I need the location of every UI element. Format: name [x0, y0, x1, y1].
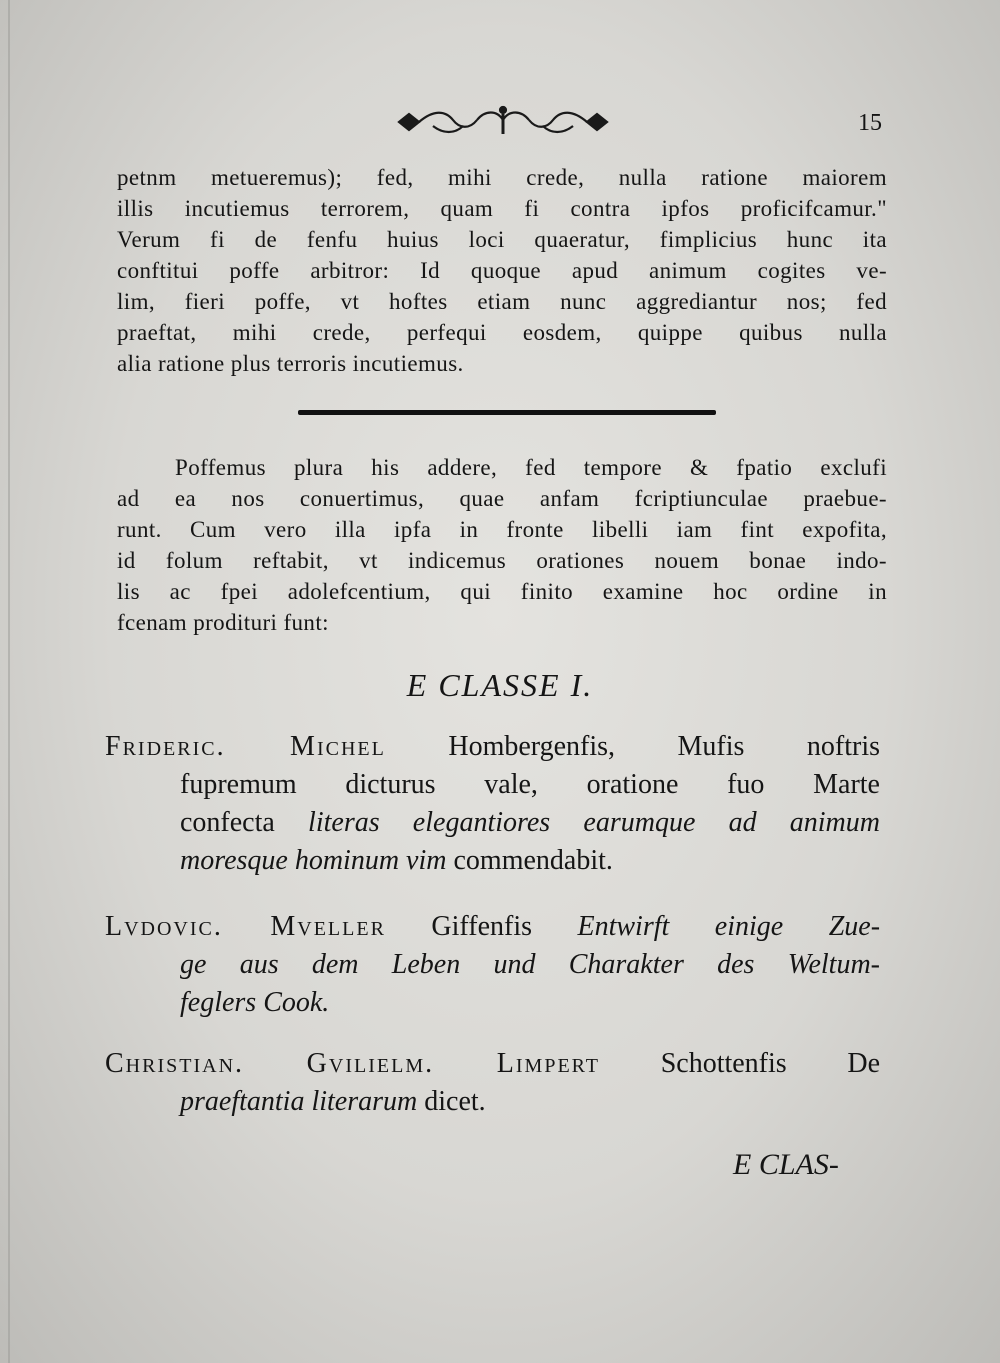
text-line: lim, fieri poffe, vt hoftes etiam nunc aggrediantur nos; fed [117, 289, 887, 314]
entry-text: commendabit. [453, 845, 613, 876]
oration-entry [105, 1045, 880, 1121]
text-line: fcenam prodituri funt: [117, 610, 329, 635]
text-line: alia ratione plus terroris incutiemus. [117, 351, 464, 376]
text-line: id folum reftabit, vt indicemus orationes nouem bonae indo- [117, 548, 887, 573]
oration-title: ge aus dem Leben und Charakter des Weltum- [180, 949, 880, 980]
entry-text: Giffenfis [431, 911, 532, 942]
class-heading: E CLASSE I. [406, 667, 594, 703]
oration-title: Entwirft einige Zue- [577, 911, 881, 942]
oration-entry [105, 908, 880, 1022]
text-line: runt. Cum vero illa ipfa in fronte libelli iam fint expofita, [117, 517, 887, 542]
entry-text: dicet. [424, 1086, 486, 1117]
entry-line [105, 728, 880, 766]
catchword: E CLAS- [733, 1148, 839, 1181]
entry-line [105, 908, 880, 946]
printers-ornament [393, 104, 613, 140]
oration-title: feglers Cook. [180, 987, 330, 1018]
oration-title: moresque hominum vim [180, 845, 447, 876]
paragraph-introduction [117, 452, 887, 638]
oration-title: literas elegantiores earumque ad animum [308, 807, 880, 838]
text-line: praeftat, mihi crede, perfequi eosdem, quippe quibus nulla [117, 320, 887, 345]
text-line: conftitui poffe arbitror: Id quoque apud animum cogites ve- [117, 258, 887, 283]
paragraph-continuation [117, 162, 887, 379]
speaker-name: Christian. Gvilielm. Limpert [105, 1048, 601, 1079]
entry-text: confecta [180, 807, 275, 838]
entry-line [105, 842, 880, 880]
text-line: lis ac fpei adolefcentium, qui finito examine hoc ordine in [117, 579, 887, 604]
section-divider-rule [298, 410, 716, 415]
entry-text: Schottenfis De [660, 1048, 880, 1079]
text-line: Poffemus plura his addere, fed tempore & fpatio exclufi [175, 455, 887, 480]
page-number: 15 [858, 110, 882, 136]
oration-entry [105, 728, 880, 880]
text-line: illis incutiemus terrorem, quam fi contra ipfos proficifcamur." [117, 196, 887, 221]
entry-line [105, 1083, 880, 1121]
speaker-name: Lvdovic. Mveller [105, 911, 386, 942]
text-line: petnm metueremus); fed, mihi crede, nulla ratione maiorem [117, 165, 887, 190]
entry-line [105, 1045, 880, 1083]
text-line: Verum fi de fenfu huius loci quaeratur, fimplicius hunc ita [117, 227, 887, 252]
text-line: ad ea nos conuertimus, quae anfam fcriptiunculae praebue- [117, 486, 887, 511]
speaker-name: Frideric. Michel [105, 731, 386, 762]
oration-title: praeftantia literarum [180, 1086, 418, 1117]
entry-text: Hombergenfis, Mufis noftris [448, 731, 880, 762]
entry-line [105, 804, 880, 842]
entry-line: fupremum dicturus vale, oratione fuo Marte [180, 769, 880, 800]
